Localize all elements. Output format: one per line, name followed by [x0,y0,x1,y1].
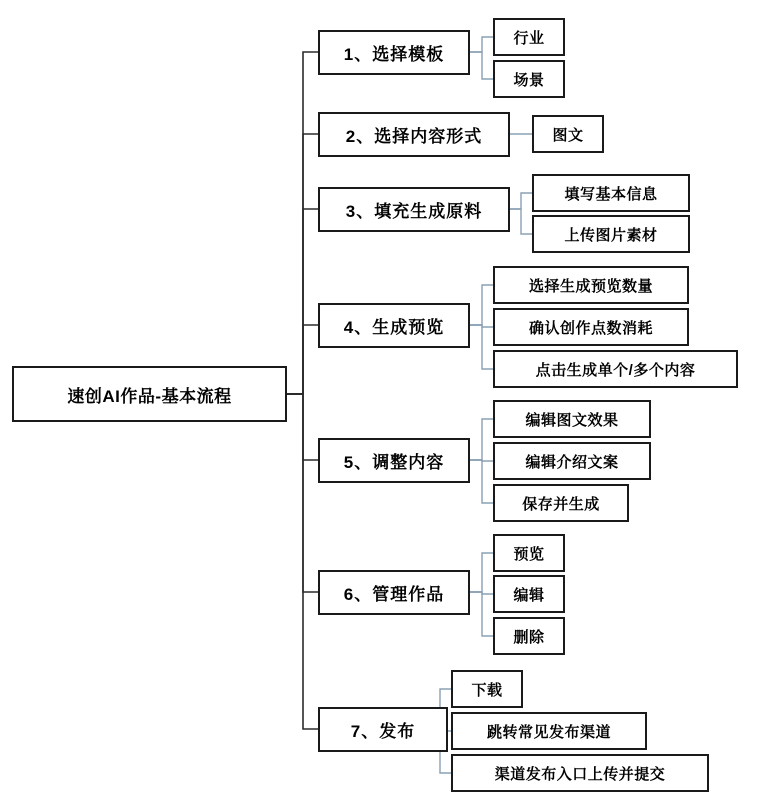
link-root-3 [287,209,318,394]
link-1-2 [470,52,493,79]
leaf-node-7-2-label: 跳转常见发布渠道 [486,723,611,741]
link-1-1 [470,37,493,52]
leaf-node-6-3-label: 删除 [513,628,545,646]
link-root-7 [287,394,318,729]
leaf-node-4-3-label: 点击生成单个/多个内容 [535,361,696,379]
root-node[interactable] [12,366,287,422]
link-3-2 [510,209,532,234]
link-5-2 [470,460,493,461]
link-4-2 [470,325,493,327]
branch-node-3-label: 3、填充生成原料 [345,202,483,221]
leaf-node-3-1-label: 填写基本信息 [564,185,658,203]
leaf-node-1-1-label: 行业 [513,29,545,47]
link-root-2 [287,134,318,394]
leaf-node-7-3[interactable] [451,754,709,792]
link-root-5 [287,394,318,460]
leaf-node-6-1[interactable] [493,534,565,572]
leaf-node-2-1-label: 图文 [552,126,584,144]
link-3-1 [510,193,532,209]
leaf-node-1-2-label: 场景 [513,71,545,89]
link-root-1 [287,52,318,394]
leaf-node-4-2[interactable] [493,308,689,346]
leaf-node-4-1-label: 选择生成预览数量 [528,277,653,295]
leaf-node-7-1-label: 下载 [471,681,503,699]
branch-node-6[interactable] [318,570,470,615]
link-6-1 [470,553,493,592]
leaf-node-6-2-label: 编辑 [513,586,545,604]
leaf-node-1-1[interactable] [493,18,565,56]
leaf-node-7-3-label: 渠道发布入口上传并提交 [494,765,666,783]
leaf-node-6-3[interactable] [493,617,565,655]
leaf-node-4-2-label: 确认创作点数消耗 [528,319,653,337]
link-6-3 [470,592,493,636]
link-4-3 [470,325,493,369]
link-root-6 [287,394,318,592]
root-node-label: 速创AI作品-基本流程 [67,386,232,406]
leaf-node-3-2-label: 上传图片素材 [564,226,658,244]
leaf-node-5-3-label: 保存并生成 [522,495,600,513]
leaf-node-5-3[interactable] [493,484,629,522]
link-5-1 [470,419,493,460]
branch-node-4[interactable] [318,303,470,348]
leaf-node-4-1[interactable] [493,266,689,304]
link-5-3 [470,460,493,503]
leaf-node-6-1-label: 预览 [513,545,545,563]
branch-node-7[interactable] [318,707,448,752]
branch-node-3[interactable] [318,187,510,232]
branch-node-1[interactable] [318,30,470,75]
leaf-node-2-1[interactable] [532,115,604,153]
leaf-node-5-1[interactable] [493,400,651,438]
link-4-1 [470,285,493,325]
leaf-node-7-1[interactable] [451,670,523,708]
branch-node-5-label: 5、调整内容 [343,453,445,472]
leaf-node-4-3[interactable] [493,350,738,388]
leaf-node-5-1-label: 编辑图文效果 [525,411,619,429]
leaf-node-7-2[interactable] [451,712,647,750]
branch-node-7-label: 7、发布 [350,722,416,741]
leaf-node-3-2[interactable] [532,215,690,253]
leaf-node-5-2-label: 编辑介绍文案 [525,453,619,471]
leaf-node-1-2[interactable] [493,60,565,98]
branch-node-4-label: 4、生成预览 [343,318,445,337]
leaf-node-5-2[interactable] [493,442,651,480]
leaf-node-6-2[interactable] [493,575,565,613]
branch-node-5[interactable] [318,438,470,483]
branch-node-2-label: 2、选择内容形式 [345,127,483,146]
branch-node-2[interactable] [318,112,510,157]
branch-node-6-label: 6、管理作品 [343,585,445,604]
leaf-node-3-1[interactable] [532,174,690,212]
link-6-2 [470,592,493,594]
branch-node-1-label: 1、选择模板 [343,45,445,64]
link-root-4 [287,325,318,394]
